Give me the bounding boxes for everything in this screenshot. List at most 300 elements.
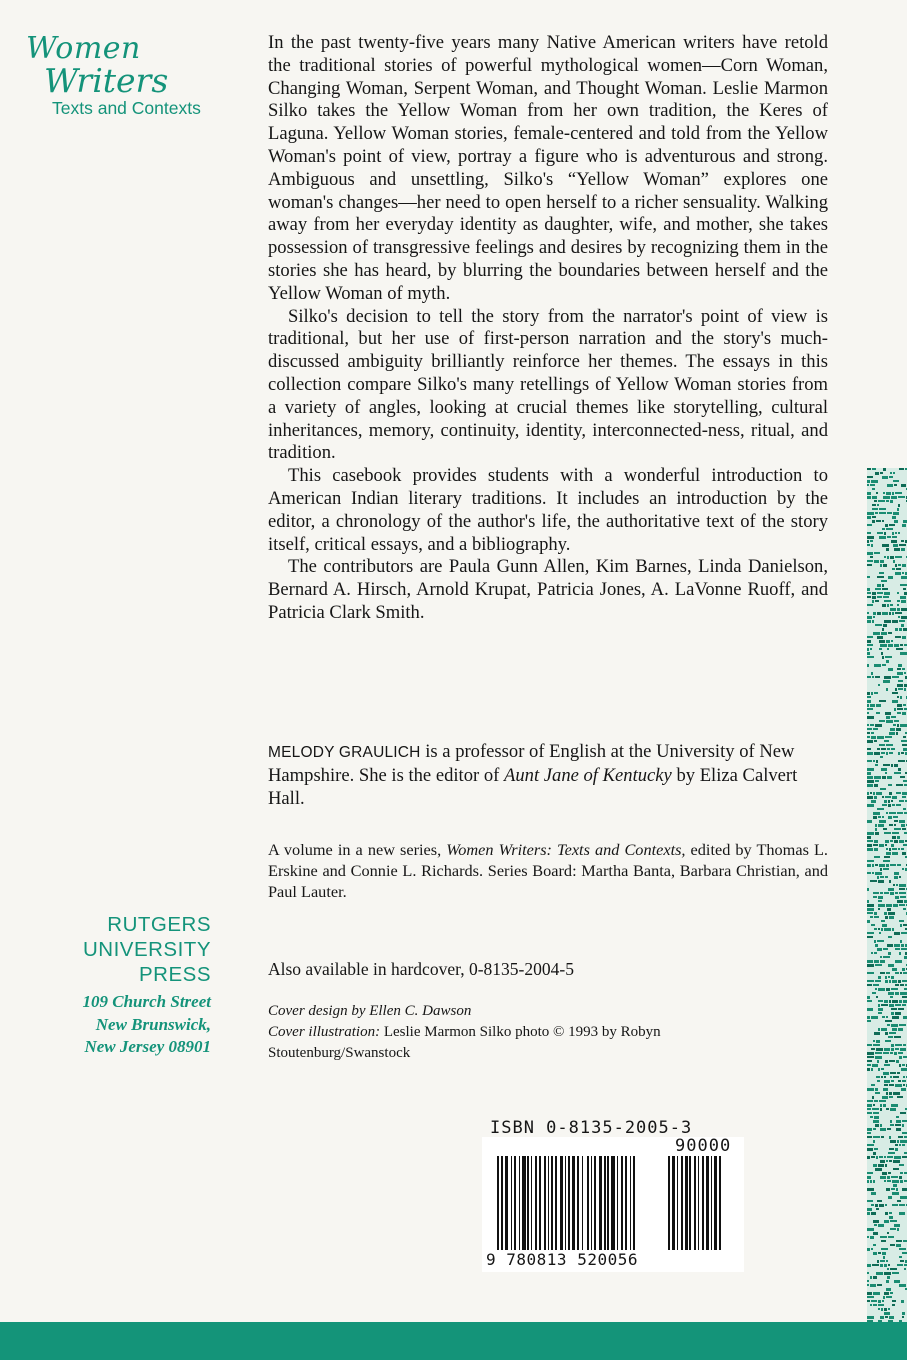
texture-mark	[895, 896, 899, 899]
texture-mark	[903, 628, 907, 631]
texture-mark	[886, 1160, 888, 1162]
texture-mark	[902, 524, 906, 527]
texture-mark	[872, 468, 876, 470]
texture-mark	[888, 936, 892, 938]
texture-mark	[867, 752, 873, 755]
texture-mark	[867, 840, 873, 842]
barcode-bar	[706, 1156, 709, 1250]
texture-mark	[878, 1028, 880, 1031]
texture-mark	[872, 620, 874, 623]
texture-mark	[886, 848, 888, 850]
texture-mark	[903, 1240, 907, 1242]
texture-mark	[900, 992, 907, 995]
texture-mark	[867, 1000, 872, 1002]
texture-mark	[902, 996, 907, 998]
author-book-title: Aunt Jane of Kentucky	[504, 764, 672, 786]
barcode-bar	[519, 1156, 520, 1260]
texture-mark	[898, 532, 900, 534]
texture-mark	[867, 1100, 873, 1102]
texture-mark	[895, 564, 897, 567]
publisher-name-line: UNIVERSITY	[82, 938, 211, 961]
barcode-bar	[668, 1156, 670, 1250]
texture-mark	[883, 1296, 885, 1299]
texture-mark	[903, 808, 906, 810]
texture-mark	[873, 1180, 875, 1183]
series-logo-line1: Women	[26, 31, 141, 66]
texture-mark	[889, 980, 891, 983]
texture-mark	[882, 664, 886, 666]
texture-mark	[884, 1076, 886, 1078]
texture-mark	[895, 688, 897, 691]
texture-mark	[883, 564, 887, 567]
texture-mark	[889, 1316, 894, 1319]
texture-mark	[867, 1008, 873, 1011]
publisher-address-line: New Brunswick,	[95, 1014, 211, 1034]
texture-mark	[897, 668, 901, 670]
texture-mark	[885, 976, 887, 979]
texture-mark	[867, 592, 871, 594]
texture-mark	[867, 1104, 872, 1107]
texture-mark	[894, 520, 898, 523]
texture-mark	[891, 640, 893, 642]
texture-mark	[867, 696, 871, 698]
texture-mark	[879, 536, 886, 539]
texture-mark	[880, 1124, 882, 1127]
texture-mark	[867, 576, 870, 578]
texture-mark	[879, 640, 885, 643]
texture-mark	[884, 556, 886, 558]
texture-mark	[885, 1212, 888, 1215]
texture-mark	[879, 720, 885, 722]
texture-mark	[870, 792, 872, 794]
texture-mark	[900, 1260, 904, 1262]
texture-mark	[886, 492, 891, 495]
texture-mark	[890, 892, 894, 895]
texture-mark	[883, 1104, 886, 1107]
texture-mark	[880, 972, 885, 974]
texture-mark	[899, 1176, 902, 1179]
barcode-bar	[501, 1156, 503, 1260]
description-paragraph-3: This casebook provides students with a wonderful introduction to American Indian literary traditions. It includes an introduction by the editor, a chronology of the author's life, the authoritative text of the story itself, critical essays, and a bibliography.	[268, 465, 828, 555]
texture-mark	[867, 1112, 872, 1114]
texture-mark	[895, 984, 899, 986]
texture-mark	[904, 672, 906, 674]
texture-mark	[895, 1044, 902, 1046]
supplemental-barcode	[668, 1156, 740, 1250]
isbn-label: ISBN 0-8135-2005-3	[490, 1118, 693, 1138]
texture-mark	[873, 1252, 877, 1255]
texture-mark	[878, 1300, 881, 1303]
texture-mark	[873, 896, 877, 898]
texture-mark	[902, 572, 904, 574]
texture-mark	[867, 864, 871, 867]
texture-mark	[892, 692, 898, 694]
texture-mark	[871, 924, 875, 926]
texture-mark	[867, 1064, 871, 1066]
texture-mark	[902, 744, 907, 746]
texture-mark	[876, 520, 881, 522]
texture-mark	[898, 1052, 903, 1054]
texture-mark	[867, 984, 872, 986]
texture-mark	[880, 1316, 884, 1319]
texture-mark	[870, 1180, 872, 1183]
texture-mark	[901, 1088, 906, 1091]
texture-mark	[899, 1284, 906, 1287]
publisher-name-line: RUTGERS	[107, 913, 211, 936]
texture-mark	[873, 984, 879, 986]
texture-mark	[887, 1180, 891, 1182]
texture-mark	[892, 928, 894, 931]
texture-mark	[867, 772, 871, 775]
texture-mark	[890, 1140, 896, 1143]
barcode-bar	[685, 1156, 688, 1250]
texture-mark	[867, 1044, 872, 1046]
texture-mark	[899, 1064, 901, 1067]
texture-mark	[881, 768, 887, 771]
texture-mark	[870, 880, 877, 882]
texture-mark	[894, 1280, 900, 1283]
texture-mark	[875, 1124, 879, 1127]
texture-mark	[903, 588, 906, 590]
texture-mark	[867, 796, 873, 799]
texture-mark	[890, 840, 893, 842]
texture-mark	[875, 512, 878, 514]
barcode-bar	[611, 1156, 615, 1260]
texture-mark	[876, 712, 880, 714]
texture-mark	[900, 940, 902, 943]
texture-mark	[891, 800, 893, 802]
texture-mark	[879, 648, 882, 650]
texture-mark	[888, 1036, 893, 1038]
texture-mark	[873, 1152, 876, 1155]
texture-mark	[877, 1200, 882, 1202]
texture-mark	[873, 1304, 877, 1306]
barcode-bar	[565, 1156, 566, 1260]
texture-mark	[880, 472, 883, 474]
texture-mark	[867, 1316, 874, 1319]
texture-mark	[879, 820, 886, 823]
texture-mark	[880, 892, 883, 894]
texture-mark	[867, 492, 871, 495]
texture-mark	[892, 536, 897, 538]
texture-mark	[867, 1188, 874, 1191]
texture-mark	[867, 780, 874, 783]
texture-mark	[867, 640, 871, 643]
texture-mark	[871, 1048, 875, 1050]
texture-mark	[876, 1040, 880, 1043]
texture-mark	[892, 516, 896, 519]
texture-mark	[877, 1284, 882, 1286]
texture-mark	[883, 948, 888, 950]
texture-mark	[886, 1108, 889, 1110]
texture-mark	[902, 868, 904, 870]
texture-mark	[898, 680, 903, 682]
texture-mark	[881, 1028, 887, 1031]
texture-mark	[871, 732, 874, 734]
texture-mark	[873, 1244, 876, 1246]
texture-mark	[876, 1208, 879, 1210]
texture-mark	[884, 1064, 890, 1066]
texture-mark	[885, 1032, 888, 1035]
texture-mark	[880, 756, 883, 758]
texture-mark	[892, 848, 897, 850]
texture-mark	[885, 844, 887, 846]
texture-mark	[888, 888, 894, 891]
barcode-bar	[555, 1156, 557, 1260]
texture-mark	[886, 812, 888, 814]
texture-mark	[896, 784, 903, 786]
texture-mark	[899, 628, 902, 631]
texture-mark	[902, 796, 906, 798]
texture-mark	[884, 1292, 889, 1295]
texture-mark	[893, 512, 899, 515]
texture-mark	[889, 1096, 893, 1098]
texture-mark	[867, 848, 873, 851]
texture-mark	[867, 512, 874, 515]
cover-design-credit	[268, 1001, 788, 1022]
texture-mark	[890, 1292, 893, 1294]
texture-mark	[875, 676, 880, 678]
texture-mark	[874, 960, 879, 963]
texture-mark	[880, 876, 884, 878]
texture-mark	[867, 1176, 871, 1179]
texture-mark	[882, 520, 884, 522]
texture-mark	[900, 644, 903, 646]
texture-mark	[893, 1076, 899, 1078]
texture-mark	[874, 1032, 880, 1035]
texture-mark	[897, 1264, 903, 1266]
series-logo-subtitle: Texts and Contexts	[52, 98, 201, 118]
texture-mark	[888, 804, 891, 807]
texture-mark	[867, 560, 873, 562]
texture-mark	[867, 1108, 871, 1110]
texture-mark	[900, 1140, 907, 1143]
texture-mark	[881, 1076, 883, 1078]
texture-mark	[893, 884, 895, 886]
texture-mark	[897, 724, 899, 727]
texture-mark	[870, 484, 875, 486]
texture-mark	[867, 1156, 870, 1159]
texture-mark	[882, 776, 886, 779]
texture-mark	[891, 844, 894, 847]
cover-credits	[268, 1001, 788, 1064]
barcode-bar	[633, 1156, 635, 1260]
texture-mark	[873, 612, 876, 615]
texture-mark	[867, 1296, 874, 1298]
publisher-name-line: PRESS	[139, 963, 211, 986]
texture-mark	[885, 772, 887, 774]
texture-mark	[893, 472, 895, 474]
texture-mark	[870, 724, 874, 726]
texture-mark	[896, 732, 898, 735]
texture-mark	[874, 1100, 878, 1102]
texture-mark	[884, 1000, 888, 1003]
texture-mark	[894, 1156, 901, 1159]
texture-mark	[879, 744, 885, 746]
barcode-bar	[572, 1156, 575, 1260]
texture-mark	[881, 1248, 888, 1250]
texture-mark	[879, 512, 886, 514]
texture-mark	[895, 892, 898, 894]
texture-mark	[876, 760, 878, 763]
texture-mark	[867, 1128, 872, 1131]
texture-mark	[880, 560, 884, 563]
texture-mark	[879, 1100, 886, 1102]
texture-mark	[890, 1244, 895, 1246]
texture-mark	[902, 1316, 904, 1318]
texture-mark	[900, 584, 907, 586]
texture-mark	[897, 672, 903, 675]
author-bio	[268, 741, 828, 810]
texture-mark	[867, 900, 869, 903]
texture-mark	[879, 572, 884, 574]
texture-mark	[887, 1232, 889, 1234]
texture-mark	[871, 1068, 873, 1071]
texture-mark	[903, 908, 906, 910]
texture-mark	[902, 1312, 905, 1315]
texture-mark	[892, 1028, 897, 1031]
texture-mark	[867, 644, 873, 646]
texture-mark	[874, 1224, 877, 1226]
texture-mark	[892, 1304, 895, 1306]
texture-mark	[867, 920, 870, 923]
texture-mark	[902, 668, 905, 670]
texture-mark	[867, 740, 873, 743]
texture-mark	[904, 688, 906, 691]
texture-mark	[867, 872, 871, 874]
texture-mark	[899, 876, 901, 878]
texture-mark	[877, 876, 879, 879]
texture-mark	[897, 900, 903, 903]
texture-mark	[894, 872, 899, 875]
texture-mark	[896, 1188, 898, 1191]
series-note-rest: edited by Thomas L. Erskine and Connie L. Richards. Series Board: Martha Banta, Barbara Christian, and Paul Lauter.	[268, 840, 828, 901]
barcode-bar	[594, 1156, 596, 1260]
texture-mark	[902, 1120, 907, 1122]
texture-mark	[882, 1300, 884, 1302]
texture-mark	[891, 976, 894, 979]
texture-mark	[870, 556, 873, 558]
texture-mark	[874, 1148, 878, 1150]
texture-mark	[867, 1292, 872, 1295]
texture-mark	[894, 644, 899, 647]
texture-mark	[881, 1068, 884, 1070]
texture-mark	[867, 564, 872, 566]
texture-mark	[895, 1084, 902, 1087]
texture-mark	[867, 1136, 872, 1138]
texture-mark	[891, 1008, 897, 1010]
texture-mark	[875, 1088, 878, 1091]
texture-mark	[892, 1300, 896, 1302]
texture-mark	[883, 1072, 889, 1075]
texture-mark	[885, 1020, 892, 1022]
texture-mark	[889, 612, 891, 615]
texture-mark	[878, 1224, 884, 1227]
texture-mark	[898, 616, 900, 618]
publisher-name	[83, 912, 211, 987]
texture-mark	[896, 1244, 901, 1247]
texture-mark	[900, 1048, 906, 1051]
texture-mark	[880, 1236, 887, 1238]
texture-mark	[878, 1304, 884, 1306]
texture-mark	[899, 468, 904, 470]
texture-mark	[873, 1220, 879, 1223]
texture-mark	[882, 1172, 887, 1175]
texture-mark	[892, 1204, 898, 1206]
texture-mark	[875, 1204, 878, 1207]
texture-mark	[872, 1108, 879, 1110]
texture-mark	[901, 608, 907, 611]
texture-mark	[878, 908, 880, 910]
texture-mark	[889, 1136, 891, 1139]
texture-mark	[867, 860, 874, 862]
texture-mark	[871, 692, 873, 695]
barcode-bar	[621, 1156, 623, 1260]
texture-mark	[882, 924, 887, 927]
texture-mark	[887, 1156, 893, 1158]
texture-mark	[874, 552, 880, 554]
texture-mark	[895, 972, 899, 974]
texture-mark	[886, 720, 893, 723]
texture-mark	[896, 792, 901, 794]
texture-mark	[888, 1264, 890, 1266]
texture-mark	[885, 1060, 888, 1063]
texture-mark	[867, 1236, 869, 1238]
texture-mark	[886, 640, 890, 643]
texture-mark	[875, 832, 879, 835]
texture-mark	[893, 904, 898, 907]
texture-mark	[876, 1272, 883, 1275]
barcode-bar	[719, 1156, 721, 1250]
texture-mark	[872, 1096, 874, 1099]
texture-mark	[889, 1216, 893, 1219]
texture-mark	[893, 480, 899, 482]
texture-mark	[878, 824, 884, 827]
texture-mark	[881, 928, 883, 931]
texture-mark	[873, 792, 875, 795]
texture-mark	[883, 1256, 885, 1259]
barcode-bar	[548, 1156, 549, 1260]
texture-mark	[867, 524, 872, 526]
texture-mark	[867, 832, 874, 835]
texture-mark	[892, 832, 899, 834]
texture-mark	[874, 500, 877, 502]
texture-mark	[874, 560, 879, 563]
texture-mark	[874, 776, 881, 779]
barcode-bar	[714, 1156, 717, 1250]
publisher-address	[83, 991, 211, 1059]
texture-mark	[891, 1024, 898, 1027]
texture-mark	[871, 1016, 878, 1019]
texture-mark	[867, 1144, 874, 1146]
texture-mark	[880, 1160, 885, 1163]
texture-mark	[897, 704, 902, 707]
texture-mark	[875, 1092, 880, 1094]
texture-mark	[895, 572, 901, 575]
texture-mark	[883, 868, 889, 870]
texture-mark	[888, 1308, 890, 1310]
texture-mark	[870, 1276, 872, 1279]
texture-mark	[885, 524, 888, 527]
texture-mark	[886, 1260, 888, 1262]
texture-mark	[888, 784, 892, 786]
texture-mark	[879, 1156, 883, 1158]
texture-mark	[867, 980, 874, 982]
texture-mark	[900, 696, 902, 699]
cover-illustration-credit	[268, 1022, 788, 1064]
texture-mark	[873, 760, 875, 762]
texture-mark	[888, 952, 891, 955]
